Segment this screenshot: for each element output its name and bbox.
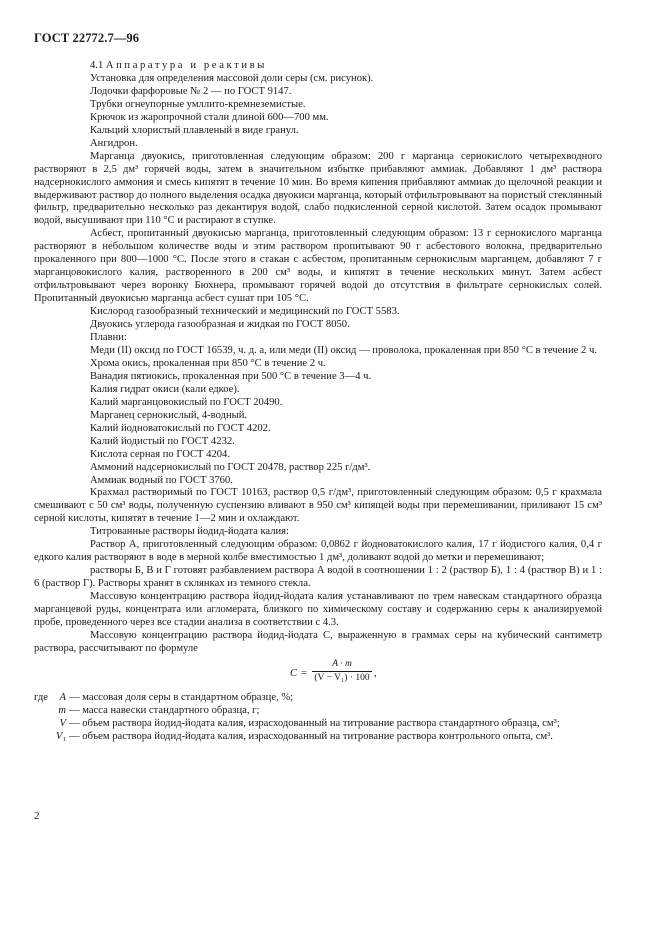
paragraph-copper-oxide: Меди (II) оксид по ГОСТ 16539, ч. д. а, или меди (II) оксид — проволока, прокаленная при 850 °С в течение 2 ч.	[90, 344, 597, 356]
definition-text: — объем раствора йодид-йодата калия, израсходованный на титрование раствора контрольного опыта, см³.	[69, 730, 553, 742]
paragraph-oxygen: Кислород газообразный технический и медицинский по ГОСТ 5583.	[90, 306, 400, 318]
paragraph-ki: Калий йодистый по ГОСТ 4232.	[90, 435, 235, 447]
list-item: Установка для определения массовой доли серы (см. рисунок).	[90, 72, 374, 84]
definition-symbol: m	[58, 704, 66, 716]
paragraph-mnso4: Марганец сернокислый, 4-водный.	[90, 409, 248, 421]
paragraph-kmno4: Калий марганцовокислый по ГОСТ 20490.	[90, 396, 283, 408]
where-lead: где	[34, 691, 48, 703]
formula-denominator: (V − V₁) · 100	[312, 671, 372, 684]
paragraph-solution-a: Раствор А, приготовленный следующим образом: 0,0862 г йодноватокислого калия, 17 г йодистого калия, 0,4 г едкого калия растворяют в воде в мерной колбе вместимостью 1 дм³, доливают водой до метки и перемешивают;	[34, 539, 602, 564]
document-header: ГОСТ 22772.7—96	[34, 31, 140, 45]
paragraph-manganese-dioxide: Марганца двуокись, приготовленная следующим образом: 200 г марганца сернокислого четырехводного растворяют в 2,5 дм³ горячей воды, затем в значительном избытке прибавляют аммиак. Добавляют 1 дм³ раствора надсернокислого аммония и смесь кипятят в течение 10 мин. Во время кипения прибавляют аммиак до щелочной реакции и выдерживают раствор до полного выделения осадка двуокиси марганца, который отфильтровывают на пористый стеклянный фильтр, предварительно несколько раз декантируя водой, слабо подкисленной серной кислотой. Затем осадок промывают водой, высушивают при 110 °С и растирают в ступке.	[34, 150, 602, 227]
definition-row	[34, 692, 602, 705]
definition-text: — масса навески стандартного образца, г;	[69, 704, 260, 716]
list-item: Ангидрон.	[90, 137, 138, 149]
document-body	[34, 60, 602, 744]
paragraph-co2: Двуокись углерода газообразная и жидкая по ГОСТ 8050.	[90, 319, 350, 331]
list-item: Кальций хлористый плавленый в виде гранул.	[90, 124, 299, 136]
definition-text: — объем раствора йодид-йодата калия, израсходованный на титрование раствора стандартного образца, см³;	[69, 717, 560, 729]
formula-equals: =	[301, 667, 307, 679]
definition-row	[34, 705, 602, 718]
paragraph-asbestos: Асбест, пропитанный двуокисью марганца, приготовленный следующим образом: 13 г сернокислого марганца растворяют в небольшом количестве воды и этим раствором пропитывают 90 г асбестового волокна, предварительно прокаленного при 800—1000 °С. После этого в стакан с асбестом, пропитанным сернокислым марганцем, добавляют 7 г марганцовокислого калия, растворенного в 200 см³ воды, и кипятят в течение нескольких минут. Затем асбест отфильтровывают через воронку Бюхнера, промывают горячей водой до отсутствия в фильтрате сернокислых солей. Пропитанный двуокисью марганца асбест сушат при 105 °С.	[34, 228, 602, 305]
definition-row	[34, 718, 602, 731]
definition-symbol: V	[59, 717, 66, 729]
section-heading	[34, 60, 602, 73]
definition-symbol: A	[59, 691, 66, 703]
definition-text: — массовая доля серы в стандартном образце, %;	[69, 691, 294, 703]
paragraph-titrant: Титрованные растворы йодид-йодата калия:	[90, 526, 289, 538]
list-item: Лодочки фарфоровые № 2 — по ГОСТ 9147.	[90, 85, 292, 97]
formula	[34, 659, 602, 689]
paragraph-starch: Крахмал растворимый по ГОСТ 10163, раствор 0,5 г/дм³, приготовленный следующим образом: 0,5 г крахмала смешивают с 50 см³ воды, полученную суспензию вливают в 950 см³ кипящей воды при перемешивании, приливают 15 см³ серной кислоты, кипятят в течение 1—2 мин и охлаждают.	[34, 487, 602, 525]
list-item: Трубки огнеупорные умллито-кремнеземистые.	[90, 98, 306, 110]
paragraph-mass-concentration: Массовую концентрацию раствора йодид-йодата калия устанавливают по трем навескам стандартного образца марганцевой руды, концентрата или агломерата, близкого по химическому составу и содержанию серы к анализируемой пробе, проведенного через все стадии анализа в соответствии с 4.3.	[34, 591, 602, 628]
section-number: 4.1	[90, 60, 104, 71]
list-item: Крючок из жаропрочной стали длиной 600—700 мм.	[90, 111, 329, 123]
paragraph-solutions-bvg: растворы Б, В и Г готовят разбавлением раствора А водой в соотношении 1 : 2 (раствор Б), 1 : 4 (раствор В) и 1 : 6 (раствор Г). Растворы хранят в склянках из темного стекла.	[34, 565, 602, 590]
paragraph-vanadium: Ванадия пятиокись, прокаленная при 500 °С в течение 3—4 ч.	[90, 370, 372, 382]
paragraph-formula-intro: Массовую концентрацию раствора йодид-йодата С, выраженную в граммах серы на кубический сантиметр раствора, рассчитывают по формуле	[34, 629, 602, 654]
definition-row	[34, 731, 602, 744]
definition-symbol: V₁	[55, 730, 66, 742]
paragraph-ammonia: Аммиак водный по ГОСТ 3760.	[90, 474, 233, 486]
section-title: Аппаратура и реактивы	[105, 60, 267, 71]
variable-definitions	[34, 692, 602, 744]
formula-lhs: C	[290, 667, 298, 679]
formula-fraction	[312, 659, 372, 684]
formula-tail: ,	[374, 667, 377, 679]
paragraph-h2so4: Кислота серная по ГОСТ 4204.	[90, 448, 230, 460]
page-number: 2	[34, 810, 40, 822]
paragraph-fluxes: Плавни:	[90, 332, 127, 344]
paragraph-kio3: Калий йодноватокислый по ГОСТ 4202.	[90, 422, 271, 434]
paragraph-chrome-oxide: Хрома окись, прокаленная при 850 °С в течение 2 ч.	[90, 357, 326, 369]
formula-numerator: A · m	[332, 658, 352, 669]
paragraph-koh: Калия гидрат окиси (кали едкое).	[90, 383, 240, 395]
paragraph-persulfate: Аммоний надсернокислый по ГОСТ 20478, раствор 225 г/дм³.	[90, 461, 371, 473]
